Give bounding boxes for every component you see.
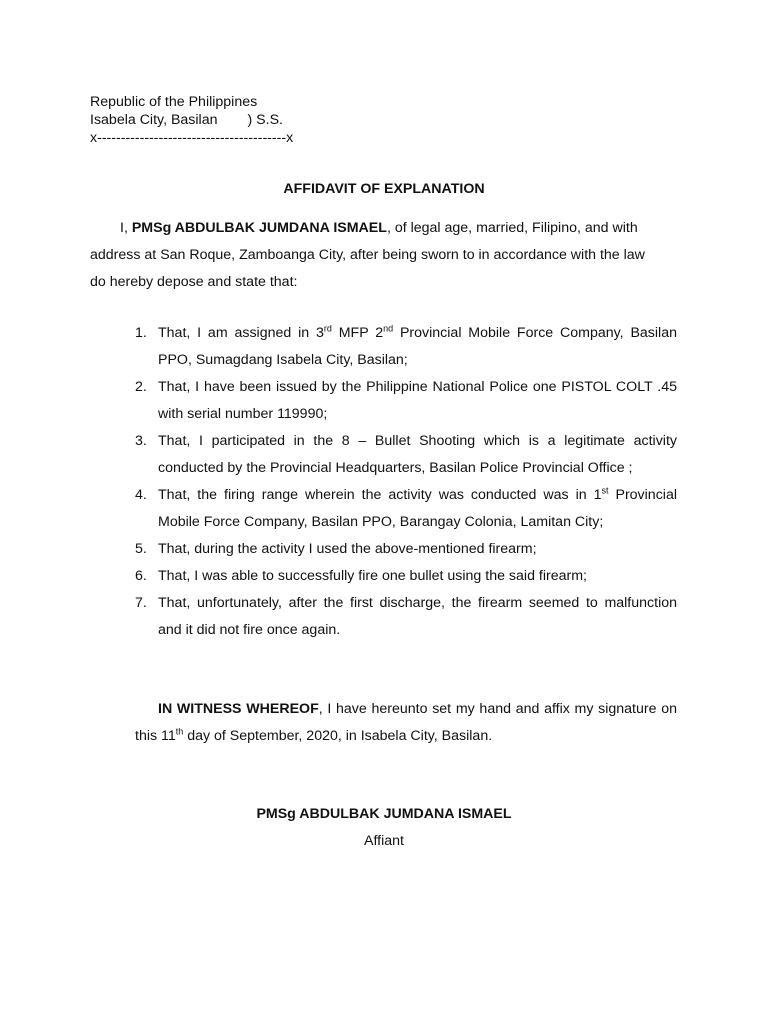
statement-number: 3.	[135, 433, 147, 449]
ordinal-suffix: nd	[383, 323, 394, 334]
statement-number: 7.	[135, 595, 147, 611]
document-title: AFFIDAVIT OF EXPLANATION	[283, 181, 485, 197]
venue-line	[90, 111, 293, 129]
witness-paragraph	[135, 696, 677, 750]
venue-ss: ) S.S.	[247, 112, 283, 128]
intro-paragraph	[90, 215, 660, 296]
affiant-name: PMSg ABDULBAK JUMDANA ISMAEL	[131, 220, 387, 236]
statement-text: That, unfortunately, after the first discharge, the firearm seemed to malfunction and it did not fire once again.	[158, 595, 677, 638]
statement-text: That, during the activity I used the above-mentioned firearm;	[158, 541, 537, 557]
statement-item	[135, 536, 677, 563]
statement-text: That, I was able to successfully fire one bullet using the said firearm;	[158, 568, 587, 584]
statement-number: 2.	[135, 379, 147, 395]
statement-item	[135, 482, 677, 536]
statement-text: That, I have been issued by the Philippine National Police one PISTOL COLT .45 with serial number 119990;	[158, 379, 677, 422]
statement-text: That, I am assigned in 3	[158, 325, 324, 341]
statement-text: That, I participated in the 8 – Bullet Shooting which is a legitimate activity conducted by the Provincial Headquarters, Basilan Police Provincial Office ;	[158, 433, 677, 476]
statement-text: That, the firing range wherein the activity was conducted was in 1	[158, 487, 602, 503]
statement-text: Provincial Mobile Force Company, Basilan PPO, Barangay Colonia, Lamitan City;	[158, 487, 677, 530]
venue-place: Isabela City, Basilan	[90, 112, 218, 128]
intro-prefix: I,	[120, 220, 132, 236]
statement-number: 6.	[135, 568, 147, 584]
republic-line: Republic of the Philippines	[90, 94, 258, 110]
statement-text: Provincial Mobile Force Company, Basilan PPO, Sumagdang Isabela City, Basilan;	[158, 325, 677, 368]
statement-number: 5.	[135, 541, 147, 557]
signatory-role: Affiant	[364, 833, 404, 849]
ordinal-suffix: rd	[323, 323, 332, 334]
statement-number: 4.	[135, 487, 147, 503]
witness-text: , I have hereunto set my hand and affix my signature on this 11	[135, 701, 677, 744]
venue-header	[90, 93, 293, 147]
statement-item	[135, 428, 677, 482]
ordinal-suffix: st	[601, 485, 609, 496]
witness-text: day of September, 2020, in Isabela City, Basilan.	[183, 728, 493, 744]
witness-heading: IN WITNESS WHEREOF	[158, 701, 319, 717]
header-divider: x----------------------------------------x	[90, 130, 294, 146]
statement-item	[135, 590, 677, 644]
statement-text: MFP 2	[331, 325, 384, 341]
statement-number: 1.	[135, 325, 147, 341]
statement-item	[135, 563, 677, 590]
statement-item	[135, 374, 677, 428]
statement-item	[135, 320, 677, 374]
signatory-name: PMSg ABDULBAK JUMDANA ISMAEL	[256, 806, 512, 822]
statement-list	[135, 320, 677, 644]
ordinal-suffix: th	[175, 726, 184, 737]
intro-text: , of legal age, married, Filipino, and with address at San Roque, Zamboanga City, after being sworn to in accordance with the law do hereby depose and state that:	[90, 220, 645, 290]
